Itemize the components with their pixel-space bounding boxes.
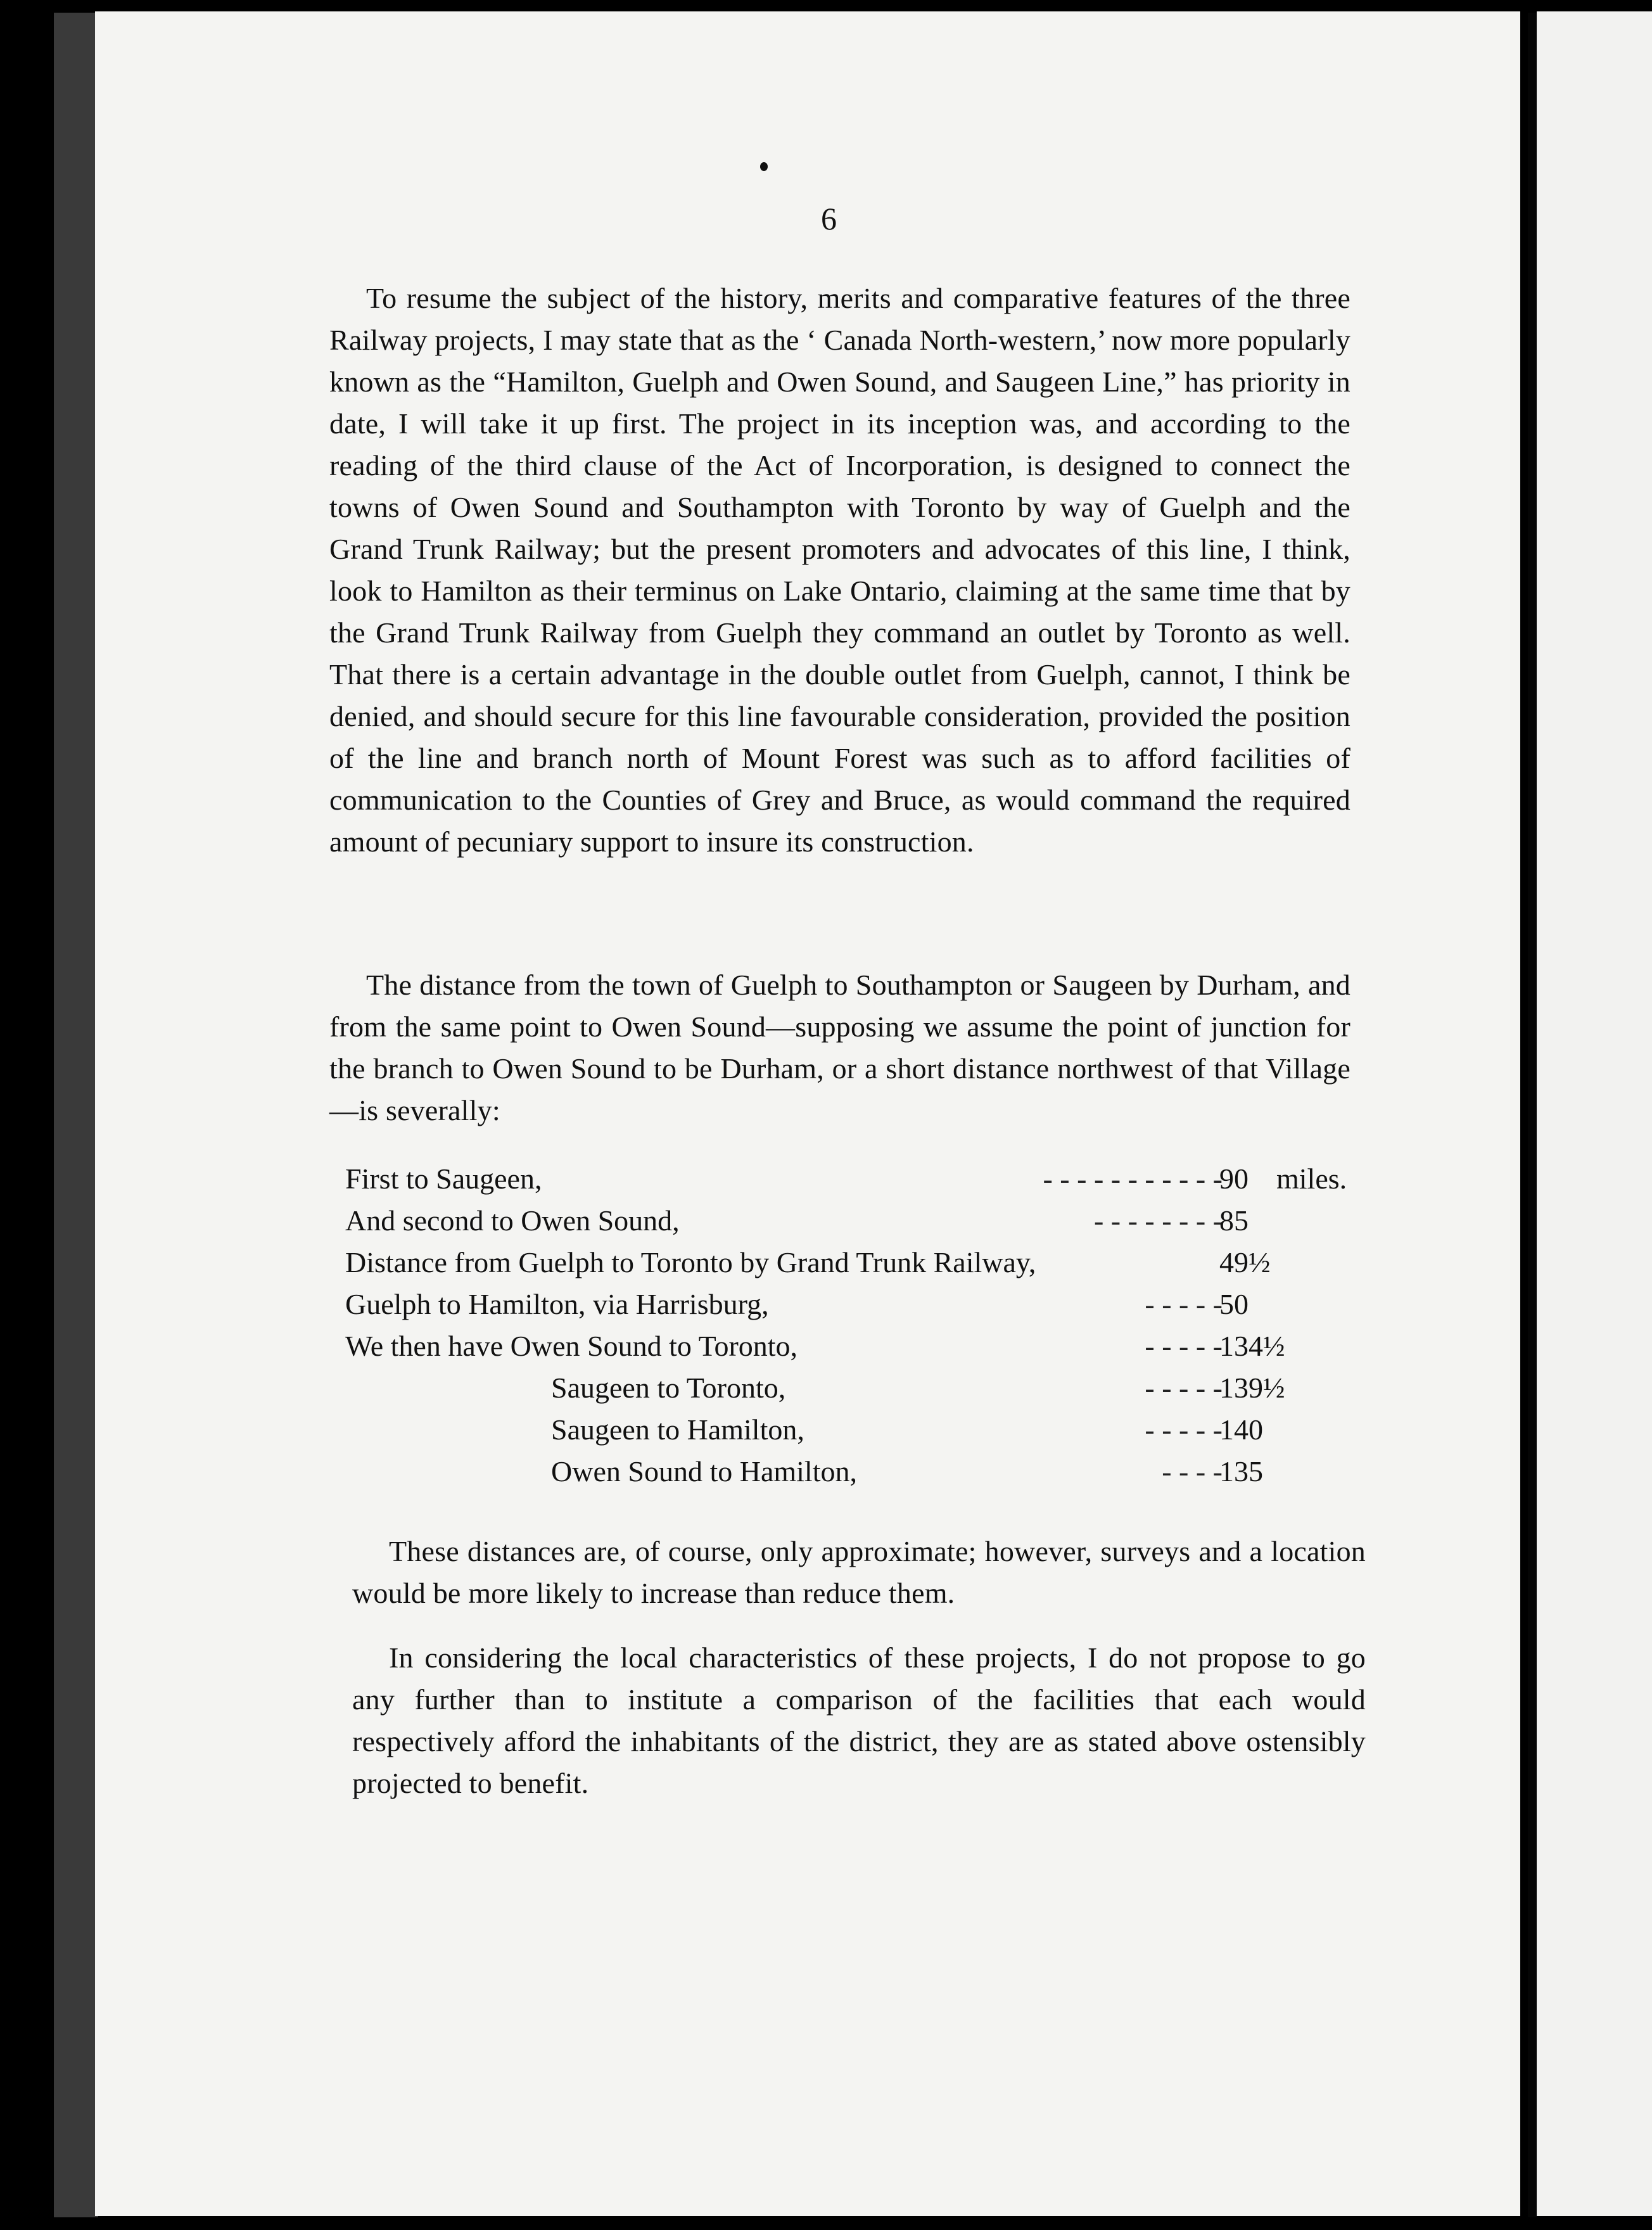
distance-label: Saugeen to Toronto, bbox=[551, 1372, 786, 1404]
distance-label: Distance from Guelph to Toronto by Grand Trunk Railway, bbox=[345, 1246, 1036, 1278]
distance-row bbox=[345, 1413, 1359, 1455]
distance-row bbox=[345, 1455, 1359, 1496]
facing-page-edge bbox=[1537, 11, 1652, 2216]
dot-leader: - - - - bbox=[1162, 1455, 1223, 1488]
distance-value: 49½ bbox=[1219, 1246, 1271, 1278]
paragraph-characteristics bbox=[352, 1637, 1366, 1804]
distance-value: 140 bbox=[1219, 1413, 1263, 1446]
dot-leader: - - - - - bbox=[1145, 1330, 1223, 1362]
distance-label: Guelph to Hamilton, via Harrisburg, bbox=[345, 1288, 769, 1320]
distance-table bbox=[345, 1162, 1359, 1496]
dot-leader: - - - - - bbox=[1145, 1372, 1223, 1404]
paragraph-text: To resume the subject of the history, merits and comparative features of the three Railway projects, I may state that as the ‘ Canada North-western,’ now more popularly known as the “Hamilton, Guelph and Owen Sound, and Saugeen Line,” has priority in date, I will take it up first. The project in its inception was, and according to the reading of the third clause of the Act of Incorporation, is designed to connect the towns of Owen Sound and Southampton with Toronto by way of Guelph and the Grand Trunk Railway; but the present promoters and advocates of this line, I think, look to Hamilton as their terminus on Lake Ontario, claiming at the same time that by the Grand Trunk Railway from Guelph they command an outlet by Toronto as well. That there is a certain advantage in the double outlet from Guelph, cannot, I think be denied, and should secure for this line favourable consideration, provided the position of the line and branch north of Mount Forest was such as to afford facilities of communication to the Counties of Grey and Bruce, as would command the required amount of pecuniary support to insure its construction. bbox=[329, 282, 1350, 858]
ink-speck bbox=[760, 162, 768, 171]
distance-row bbox=[345, 1329, 1359, 1371]
distance-value: 85 bbox=[1219, 1204, 1249, 1237]
page-number: 6 bbox=[821, 201, 837, 236]
dot-leader: - - - - - - - - - - - bbox=[1043, 1163, 1223, 1195]
binding-edge bbox=[54, 13, 98, 2217]
distance-row bbox=[345, 1162, 1359, 1204]
distance-row bbox=[345, 1246, 1359, 1287]
distance-label: We then have Owen Sound to Toronto, bbox=[345, 1330, 798, 1362]
distance-row bbox=[345, 1371, 1359, 1413]
dot-leader: - - - - - - - - bbox=[1093, 1204, 1223, 1237]
page-gutter bbox=[1528, 13, 1537, 2217]
distance-label: First to Saugeen, bbox=[345, 1163, 542, 1195]
distance-row bbox=[345, 1287, 1359, 1329]
paragraph-distance-intro bbox=[329, 964, 1350, 1131]
distance-unit: miles. bbox=[1276, 1163, 1347, 1195]
distance-row bbox=[345, 1204, 1359, 1246]
distance-value: 139½ bbox=[1219, 1372, 1285, 1404]
distance-label: Saugeen to Hamilton, bbox=[551, 1413, 804, 1446]
dot-leader: - - - - - bbox=[1145, 1288, 1223, 1320]
dot-leader: - - - - - bbox=[1145, 1413, 1223, 1446]
distance-label: And second to Owen Sound, bbox=[345, 1204, 680, 1237]
distance-value: 50 bbox=[1219, 1288, 1249, 1320]
paragraph-text: The distance from the town of Guelph to Southampton or Saugeen by Durham, and from the same point to Owen Sound—supposing we assume the point of junction for the branch to Owen Sound to be Durham, or a short distance northwest of that Village—is severally: bbox=[329, 969, 1350, 1126]
paragraph-approximate bbox=[352, 1531, 1366, 1614]
distance-value: 135 bbox=[1219, 1455, 1263, 1488]
paragraph-history bbox=[329, 277, 1350, 863]
distance-value: 90 bbox=[1219, 1163, 1249, 1195]
distance-value: 134½ bbox=[1219, 1330, 1285, 1362]
paragraph-text: These distances are, of course, only approximate; however, surveys and a location would be more likely to increase than reduce them. bbox=[352, 1535, 1366, 1609]
paragraph-text: In considering the local characteristics of these projects, I do not propose to go any further than to institute a comparison of the facilities that each would respectively afford the inhabitants of the district, they are as stated above ostensibly projected to benefit. bbox=[352, 1641, 1366, 1799]
distance-label: Owen Sound to Hamilton, bbox=[551, 1455, 857, 1488]
